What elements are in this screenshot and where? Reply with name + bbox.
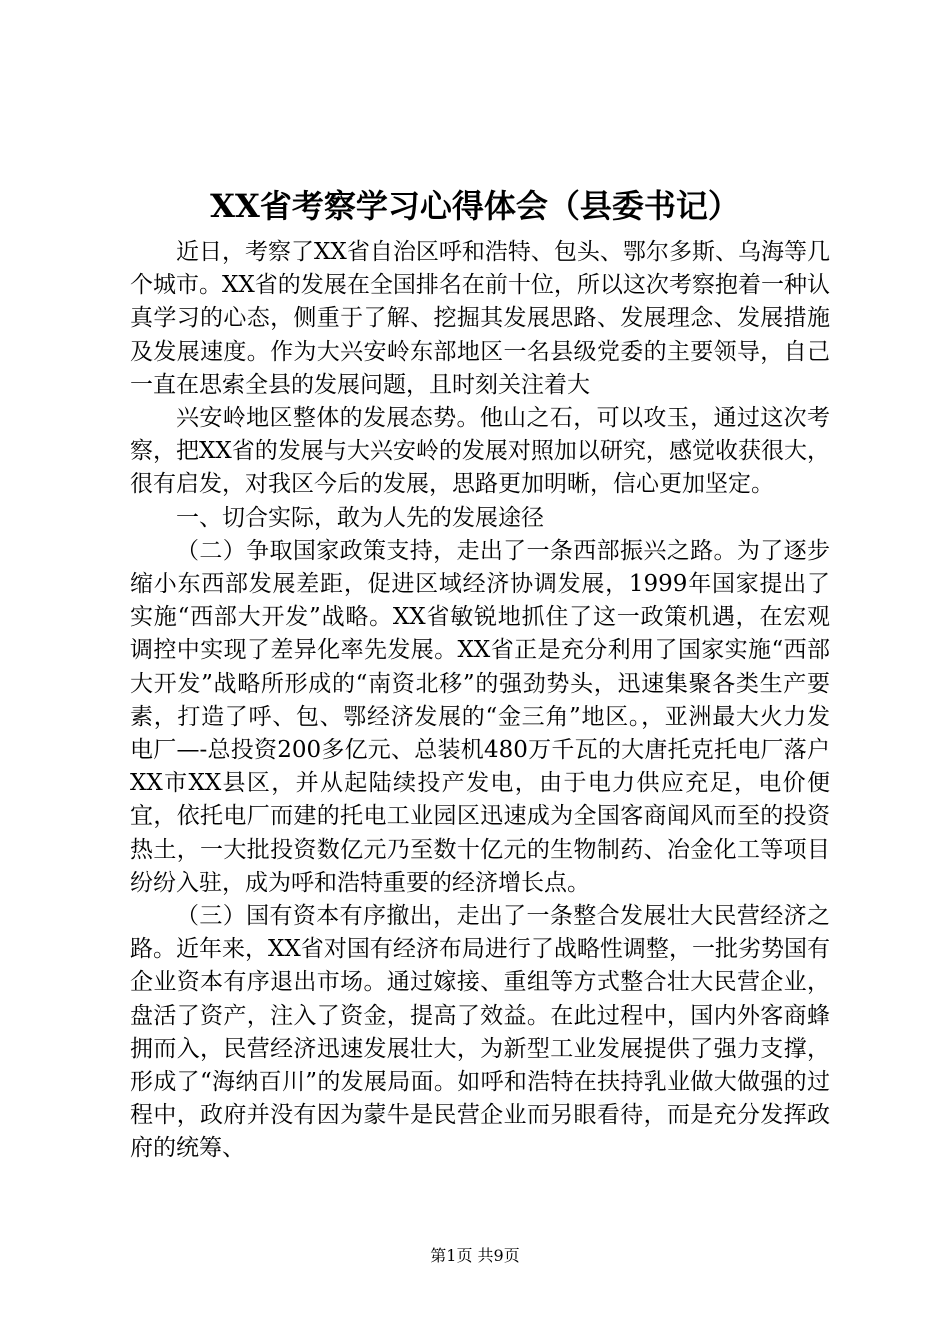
paragraph-intro-continued: 兴安岭地区整体的发展态势。他山之石，可以攻玉，通过这次考察，把XX省的发展与大兴安岭的发展对照加以研究，感觉收获很大，很有启发，对我区今后的发展，思路更加明晰，信心更加坚定。 [130,405,830,498]
paragraph-section-2: （二）争取国家政策支持，走出了一条西部振兴之路。为了逐步缩小东西部发展差距，促进区域经济协调发展，1999年国家提出了实施“西部大开发”战略。XX省敏锐地抓住了这一政策机遇，在宏观调控中实现了差异化率先发展。XX省正是充分利用了国家实施“西部大开发”战略所形成的“南资北移”的强劲势头，迅速集聚各类生产要素，打造了呼、包、鄂经济发展的“金三角”地区。，亚洲最大火力发电厂—-总投资200多亿元、总装机480万千瓦的大唐托克托电厂落户XX市XX县区，并从起陆续投产发电，由于电力供应充足，电价便宜，依托电厂而建的托电工业园区迅速成为全国客商闻风而至的投资热土，一大批投资数亿元乃至数十亿元的生物制药、冶金化工等项目纷纷入驻，成为呼和浩特重要的经济增长点。 [130,537,830,896]
paragraph-section-3: （三）国有资本有序撤出，走出了一条整合发展壮大民营经济之路。近年来，XX省对国有经济布局进行了战略性调整，一批劣势国有企业资本有序退出市场。通过嫁接、重组等方式整合壮大民营企业，盘活了资产，注入了资金，提高了效益。在此过程中，国内外客商蜂拥而入，民营经济迅速发展壮大，为新型工业发展提供了强力支撑，形成了“海纳百川”的发展局面。如呼和浩特在扶持乳业做大做强的过程中，政府并没有因为蒙牛是民营企业而另眼看待，而是充分发挥政府的统筹、 [130,903,830,1162]
section-heading: 一、切合实际，敢为人先的发展途径 [176,504,544,531]
document-title: XX省考察学习心得体会（县委书记） [210,187,740,225]
document-body [130,236,830,1166]
paragraph-intro: 近日，考察了XX省自治区呼和浩特、包头、鄂尔多斯、乌海等几个城市。XX省的发展在全国排名在前十位，所以这次考察抱着一种认真学习的心态，侧重于了解、挖掘其发展思路、发展理念、发展措施及发展速度。作为大兴安岭东部地区一名县级党委的主要领导，自己一直在思索全县的发展问题，且时刻关注着大 [130,239,830,398]
page-footer: 第1页 共9页 [430,1246,520,1265]
